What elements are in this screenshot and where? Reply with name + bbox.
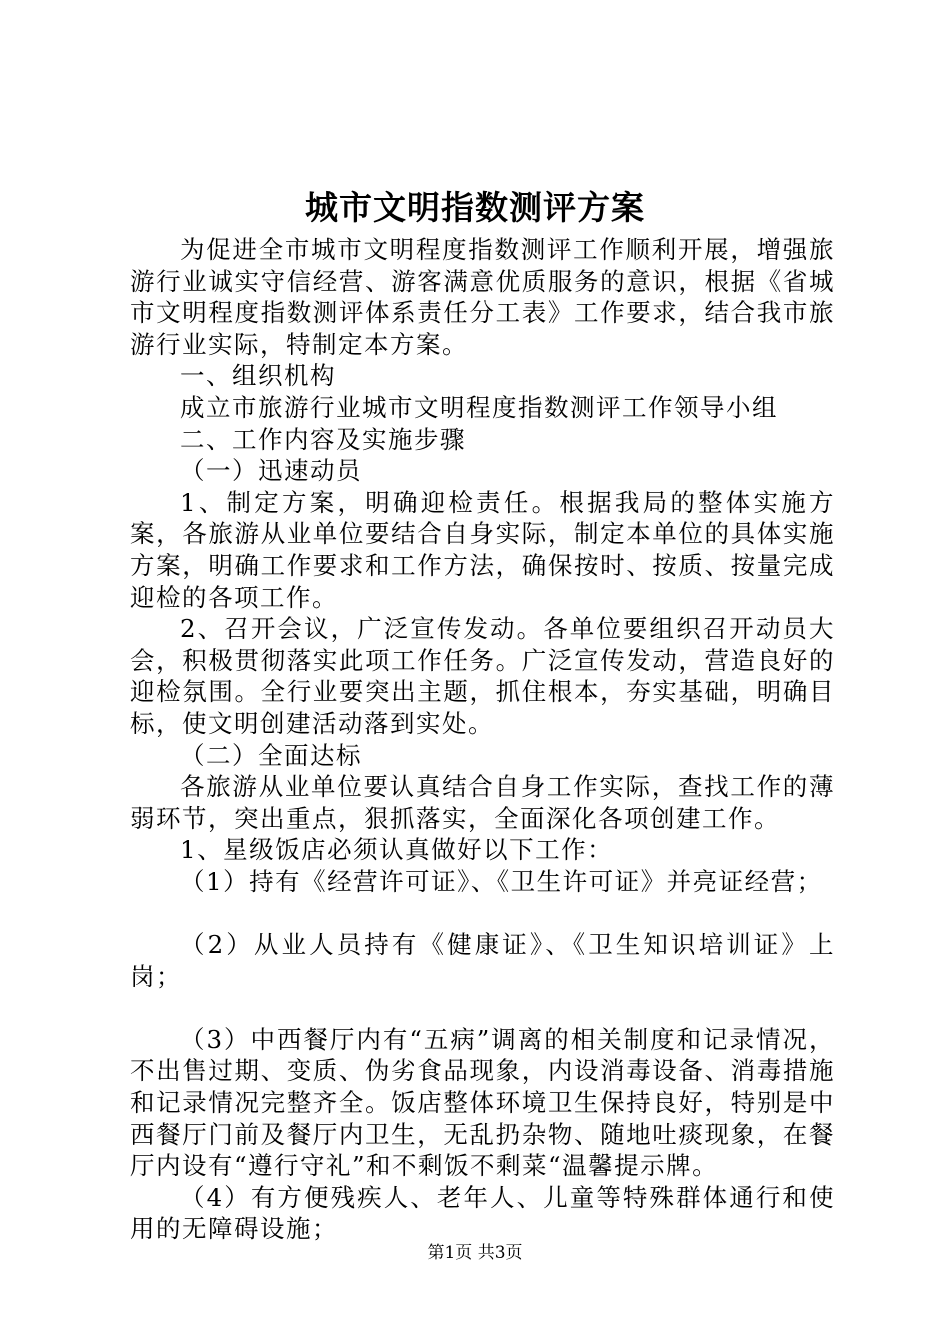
subheading-mobilize: （一）迅速动员 (180, 456, 362, 486)
paragraph-hotel-requirements: 1、星级饭店必须认真做好以下工作： (180, 835, 614, 865)
paragraph-leadership-group: 成立市旅游行业城市文明程度指数测评工作领导小组 (180, 392, 778, 422)
paragraph-intro: 为促进全市城市文明程度指数测评工作顺利开展，增强旅游行业诚实守信经营、游客满意优质服务的意识，根据《省城市文明程度指数测评体系责任分工表》工作要求，结合我市旅游行业实际，特制定本方案。 (130, 235, 835, 359)
heading-work-content: 二、工作内容及实施步骤 (180, 424, 466, 454)
paragraph-compliance-intro: 各旅游从业单位要认真结合自身工作实际，查找工作的薄弱环节，突出重点，狠抓落实，全面深化各项创建工作。 (130, 772, 835, 833)
list-item-license: （1）持有《经营许可证》、《卫生许可证》并亮证经营； (180, 866, 823, 896)
page-indicator: 第1页 共3页 (427, 1243, 523, 1263)
list-item-accessibility: （4）有方便残疾人、老年人、儿童等特殊群体通行和使用的无障碍设施； (130, 1182, 835, 1244)
list-item-health-cert: （2）从业人员持有《健康证》、《卫生知识培训证》上岗； (130, 930, 835, 991)
paragraph-item-2: 2、召开会议，广泛宣传发动。各单位要组织召开动员大会，积极贯彻落实此项工作任务。广泛宣传发动，营造良好的迎检氛围。全行业要突出主题，抓住根本，夯实基础，明确目标，使文明创建活动落到实处。 (130, 614, 835, 738)
document-title: 城市文明指数测评方案 (305, 188, 645, 227)
paragraph-item-1: 1、制定方案，明确迎检责任。根据我局的整体实施方案，各旅游从业单位要结合自身实际，制定本单位的具体实施方案，明确工作要求和工作方法，确保按时、按质、按量完成迎检的各项工作。 (130, 487, 835, 612)
document-body (130, 234, 835, 1245)
list-item-restaurant-hygiene: （3）中西餐厅内有“五病”调离的相关制度和记录情况，不出售过期、变质、伪劣食品现象，内设消毒设备、消毒措施和记录情况完整齐全。饭店整体环境卫生保持良好，特别是中西餐厅门前及餐厅内卫生，无乱扔杂物、随地吐痰现象，在餐厅内设有“遵行守礼”和不剩饭不剩菜“温馨提示牌。 (130, 1024, 835, 1181)
subheading-full-compliance: （二）全面达标 (180, 740, 362, 770)
heading-organization: 一、组织机构 (180, 361, 336, 391)
